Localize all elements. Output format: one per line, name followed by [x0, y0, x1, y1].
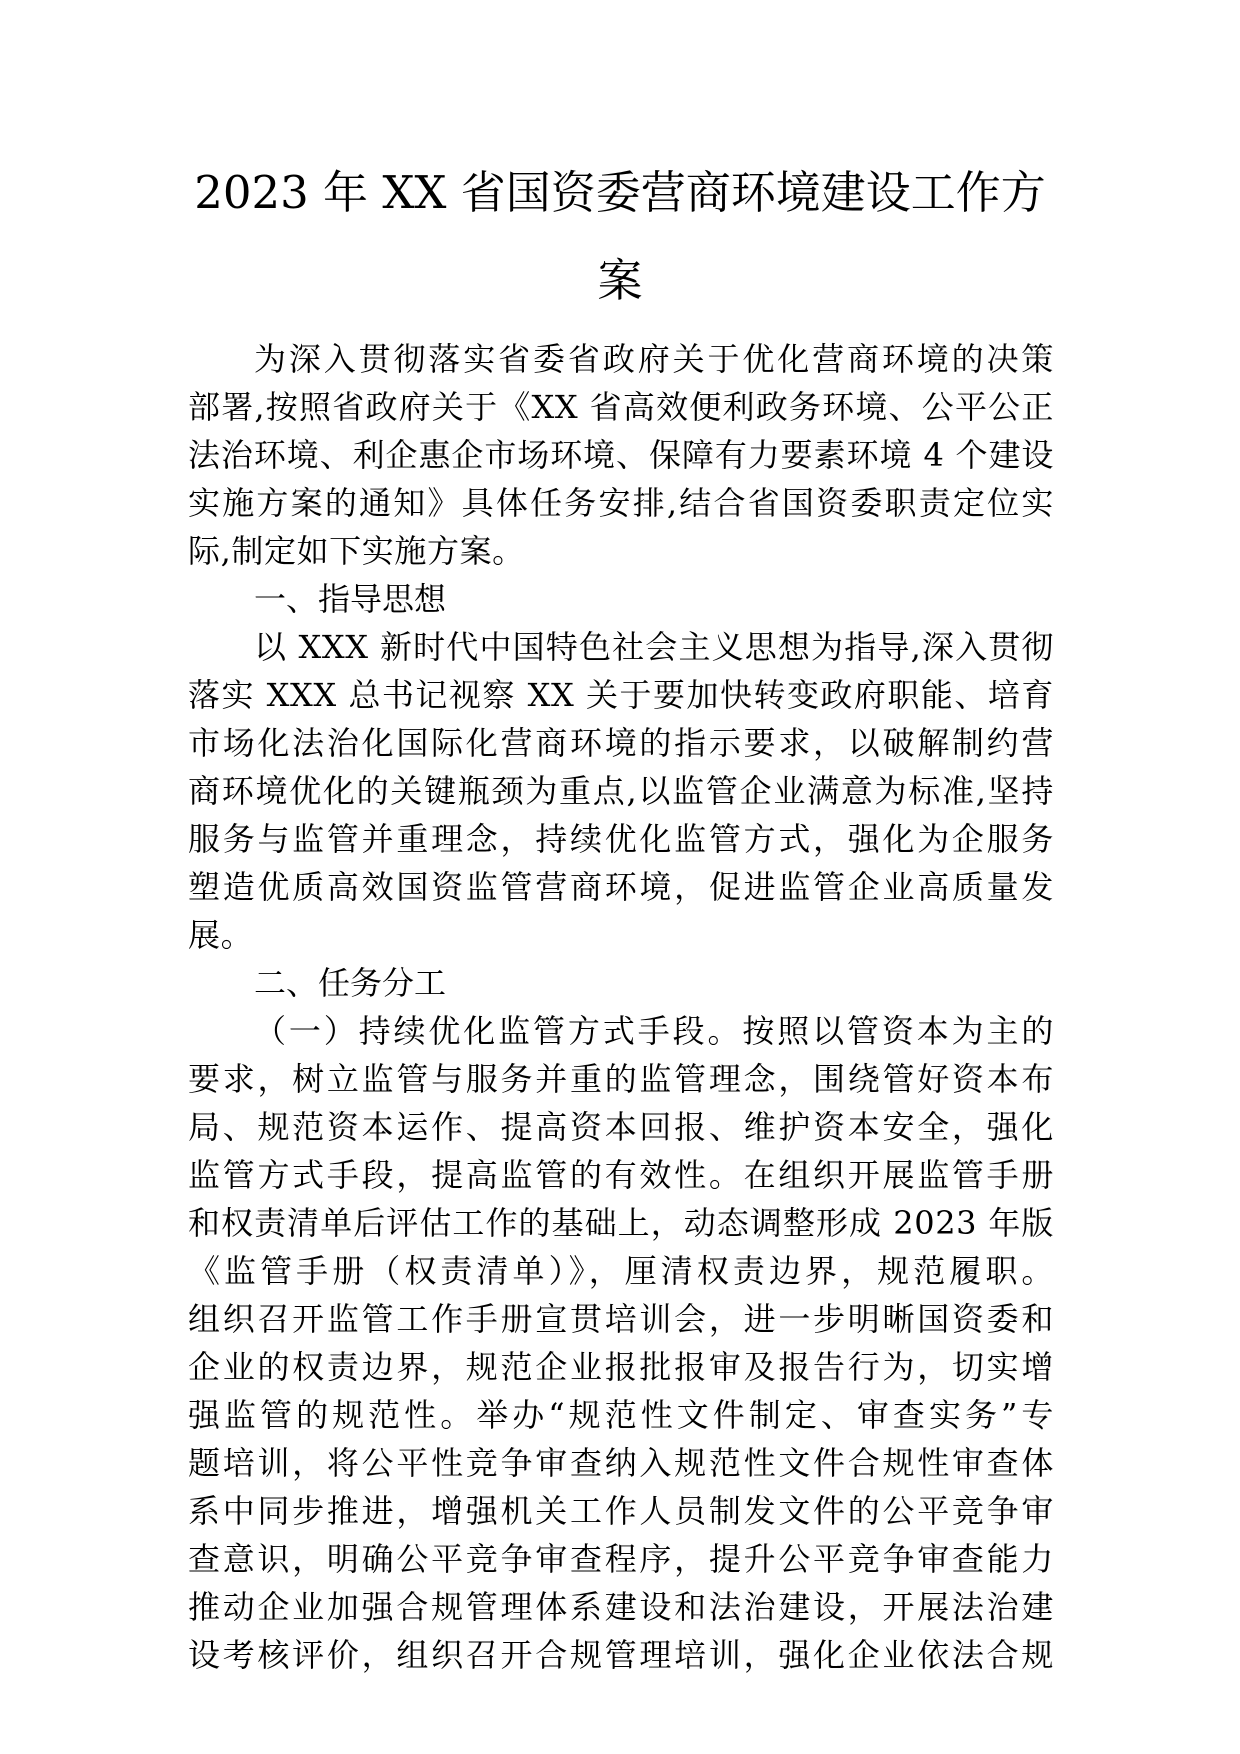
- title-line-1: 2023 年 XX 省国资委营商环境建设工作方: [194, 166, 1046, 219]
- paragraph-line: 展。: [188, 916, 254, 954]
- paragraph-line: 推动企业加强合规管理体系建设和法治建设，开展法治建: [188, 1588, 1054, 1626]
- paragraph-line: 服务与监管并重理念，持续优化监管方式，强化为企服务: [188, 820, 1054, 858]
- paragraph-line: 法治环境、利企惠企市场环境、保障有力要素环境 4 个建设: [188, 436, 1054, 474]
- title-line-2: 案: [597, 254, 643, 307]
- task-division-paragraph: [188, 1007, 1054, 1679]
- paragraph-line: 查意识，明确公平竞争审查程序，提升公平竞争审查能力: [188, 1540, 1054, 1578]
- paragraph-line: 局、规范资本运作、提高资本回报、维护资本安全，强化: [188, 1108, 1054, 1146]
- paragraph-line: 商环境优化的关键瓶颈为重点,以监管企业满意为标准,坚持: [188, 772, 1054, 810]
- paragraph-line: 《监管手册（权责清单）》，厘清权责边界，规范履职。: [188, 1252, 1054, 1290]
- intro-paragraph: [188, 335, 1054, 575]
- document-body: [188, 335, 1054, 1679]
- paragraph-line: 以 XXX 新时代中国特色社会主义思想为指导,深入贯彻: [254, 628, 1054, 666]
- paragraph-line: 要求，树立监管与服务并重的监管理念，围绕管好资本布: [188, 1060, 1054, 1098]
- paragraph-line: 为深入贯彻落实省委省政府关于优化营商环境的决策: [254, 340, 1054, 378]
- paragraph-line: 监管方式手段，提高监管的有效性。在组织开展监管手册: [188, 1156, 1054, 1194]
- guiding-ideology-paragraph: [188, 623, 1054, 959]
- paragraph-line: 市场化法治化国际化营商环境的指示要求，以破解制约营: [188, 724, 1054, 762]
- paragraph-line: 题培训，将公平性竞争审查纳入规范性文件合规性审查体: [188, 1444, 1054, 1482]
- paragraph-line: 系中同步推进，增强机关工作人员制发文件的公平竞争审: [188, 1492, 1054, 1530]
- paragraph-line: 落实 XXX 总书记视察 XX 关于要加快转变政府职能、培育: [188, 676, 1054, 714]
- paragraph-line: 和权责清单后评估工作的基础上，动态调整形成 2023 年版: [188, 1204, 1054, 1242]
- document-title: [150, 164, 1090, 310]
- paragraph-line: 设考核评价，组织召开合规管理培训，强化企业依法合规: [188, 1636, 1054, 1674]
- paragraph-line: （一）持续优化监管方式手段。按照以管资本为主的: [254, 1012, 1054, 1050]
- paragraph-line: 塑造优质高效国资监管营商环境，促进监管企业高质量发: [188, 868, 1054, 906]
- paragraph-line: 企业的权责边界，规范企业报批报审及报告行为，切实增: [188, 1348, 1054, 1386]
- section-heading-task-division: 二、任务分工: [254, 964, 447, 1002]
- paragraph-line: 实施方案的通知》具体任务安排,结合省国资委职责定位实: [188, 484, 1054, 522]
- paragraph-line: 部署,按照省政府关于《XX 省高效便利政务环境、公平公正: [188, 388, 1054, 426]
- paragraph-line: 际,制定如下实施方案。: [188, 532, 525, 570]
- section-heading-guiding-ideology: 一、指导思想: [254, 580, 447, 618]
- paragraph-line: 组织召开监管工作手册宣贯培训会，进一步明晰国资委和: [188, 1300, 1054, 1338]
- paragraph-line: 强监管的规范性。举办“规范性文件制定、审查实务”专: [188, 1396, 1054, 1434]
